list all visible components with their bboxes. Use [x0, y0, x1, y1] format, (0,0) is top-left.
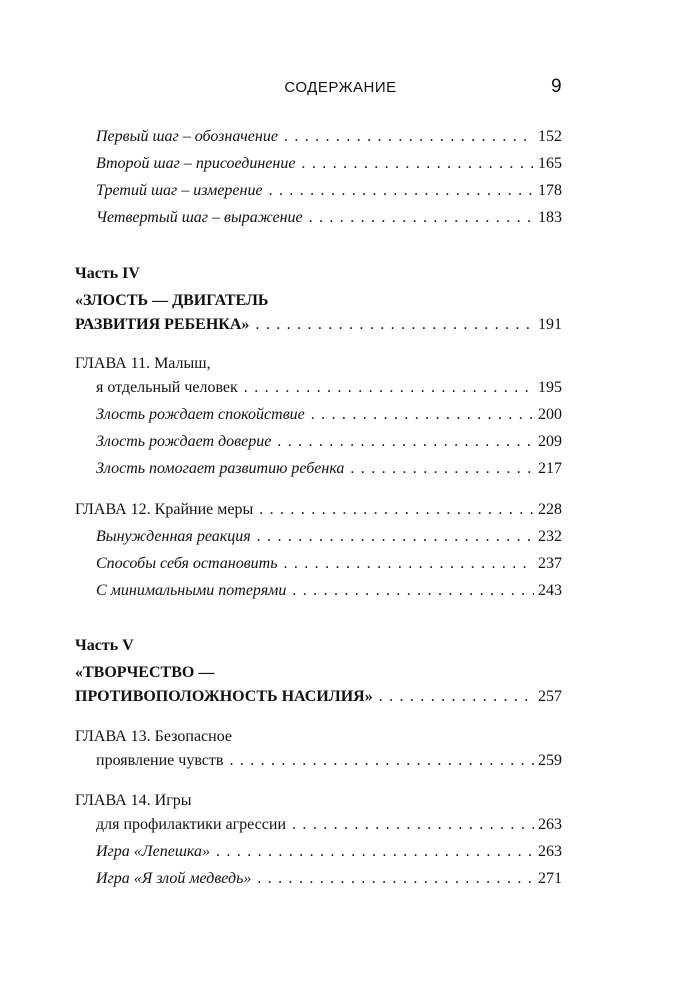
part-label: Часть IV	[75, 265, 140, 282]
leader-dots	[257, 867, 534, 891]
leader-dots	[216, 840, 534, 864]
toc-entry[interactable]	[96, 525, 562, 549]
toc-entry-title: Второй шаг – присоединение	[96, 155, 296, 172]
toc-entry-title: Игра «Я злой медведь»	[96, 870, 252, 887]
toc-entry[interactable]	[96, 179, 562, 203]
toc-entry-title: Четвертый шаг – выражение	[96, 209, 303, 226]
toc-entry-title: С минимальными потерями	[96, 582, 287, 599]
toc-entry-page: 217	[538, 460, 562, 477]
toc-entry[interactable]	[96, 457, 562, 481]
toc-entry[interactable]	[96, 813, 562, 837]
toc-entry-page: 243	[538, 582, 562, 599]
part-title-line: «ТВОРЧЕСТВО —	[75, 664, 215, 681]
toc-entry-page: 209	[538, 433, 562, 450]
toc-entry-page: 232	[538, 528, 562, 545]
part-title-entry[interactable]	[75, 685, 562, 709]
leader-dots	[284, 125, 534, 149]
toc-entry-title: Злость помогает развитию ребенка	[96, 460, 345, 477]
toc-entry[interactable]	[96, 376, 562, 400]
toc-entry[interactable]	[75, 498, 562, 522]
toc-entry[interactable]	[96, 403, 562, 427]
leader-dots	[283, 552, 534, 576]
leader-dots	[277, 430, 534, 454]
chapter-title: я отдельный человек	[96, 379, 238, 396]
leader-dots	[292, 813, 534, 837]
toc-entry[interactable]	[96, 552, 562, 576]
chapter-title: проявление чувств	[96, 752, 224, 769]
toc-entry-title: Игра «Лепешка»	[96, 843, 210, 860]
toc-entry[interactable]	[96, 152, 562, 176]
toc-entry-page: 178	[538, 182, 562, 199]
toc-entry-page: 263	[538, 843, 562, 860]
toc-entry[interactable]	[96, 867, 562, 891]
leader-dots	[229, 749, 534, 773]
chapter-heading: ГЛАВА 12. Крайние меры	[75, 501, 254, 518]
toc-entry-page: 257	[538, 688, 562, 705]
leader-dots	[257, 525, 534, 549]
part-title-line: РАЗВИТИЯ РЕБЕНКА»	[75, 316, 250, 333]
chapter-title: для профилактики агрессии	[96, 816, 287, 833]
toc-entry-page: 237	[538, 555, 562, 572]
toc-entry[interactable]	[96, 125, 562, 149]
chapter-heading: ГЛАВА 11. Малыш,	[75, 355, 211, 372]
toc-entry[interactable]	[96, 430, 562, 454]
toc-entry-page: 183	[538, 209, 562, 226]
toc-entry-page: 263	[538, 816, 562, 833]
page-number: 9	[551, 76, 562, 97]
toc-entry-title: Первый шаг – обозначение	[96, 128, 278, 145]
toc-entry[interactable]	[96, 579, 562, 603]
leader-dots	[301, 152, 534, 176]
leader-dots	[269, 179, 534, 203]
toc-entry-title: Способы себя остановить	[96, 555, 278, 572]
toc-entry-title: Злость рождает доверие	[96, 433, 272, 450]
toc-entry-page: 165	[538, 155, 562, 172]
toc-entry-page: 259	[538, 752, 562, 769]
chapter-heading: ГЛАВА 14. Игры	[75, 792, 192, 809]
leader-dots	[292, 579, 534, 603]
leader-dots	[255, 313, 534, 337]
toc-entry[interactable]	[96, 840, 562, 864]
toc-entry-title: Третий шаг – измерение	[96, 182, 263, 199]
leader-dots	[311, 403, 534, 427]
toc-entry[interactable]	[96, 206, 562, 230]
part-label: Часть V	[75, 637, 134, 654]
part-title-line: «ЗЛОСТЬ — ДВИГАТЕЛЬ	[75, 292, 269, 309]
part-title-line: ПРОТИВОПОЛОЖНОСТЬ НАСИЛИЯ»	[75, 688, 373, 705]
toc-entry-page: 191	[538, 316, 562, 333]
leader-dots	[309, 206, 534, 230]
toc-entry-title: Злость рождает спокойствие	[96, 406, 305, 423]
toc-entry-title: Вынужденная реакция	[96, 528, 251, 545]
leader-dots	[244, 376, 534, 400]
leader-dots	[379, 685, 534, 709]
toc-entry-page: 228	[538, 501, 562, 518]
leader-dots	[350, 457, 534, 481]
toc-entry-page: 195	[538, 379, 562, 396]
toc-entry-page: 271	[538, 870, 562, 887]
part-title-entry[interactable]	[75, 313, 562, 337]
running-header-title: СОДЕРЖАНИЕ	[284, 79, 397, 96]
toc-entry[interactable]	[96, 749, 562, 773]
chapter-heading: ГЛАВА 13. Безопасное	[75, 728, 233, 745]
leader-dots	[259, 498, 534, 522]
toc-entry-page: 152	[538, 128, 562, 145]
toc-entry-page: 200	[538, 406, 562, 423]
